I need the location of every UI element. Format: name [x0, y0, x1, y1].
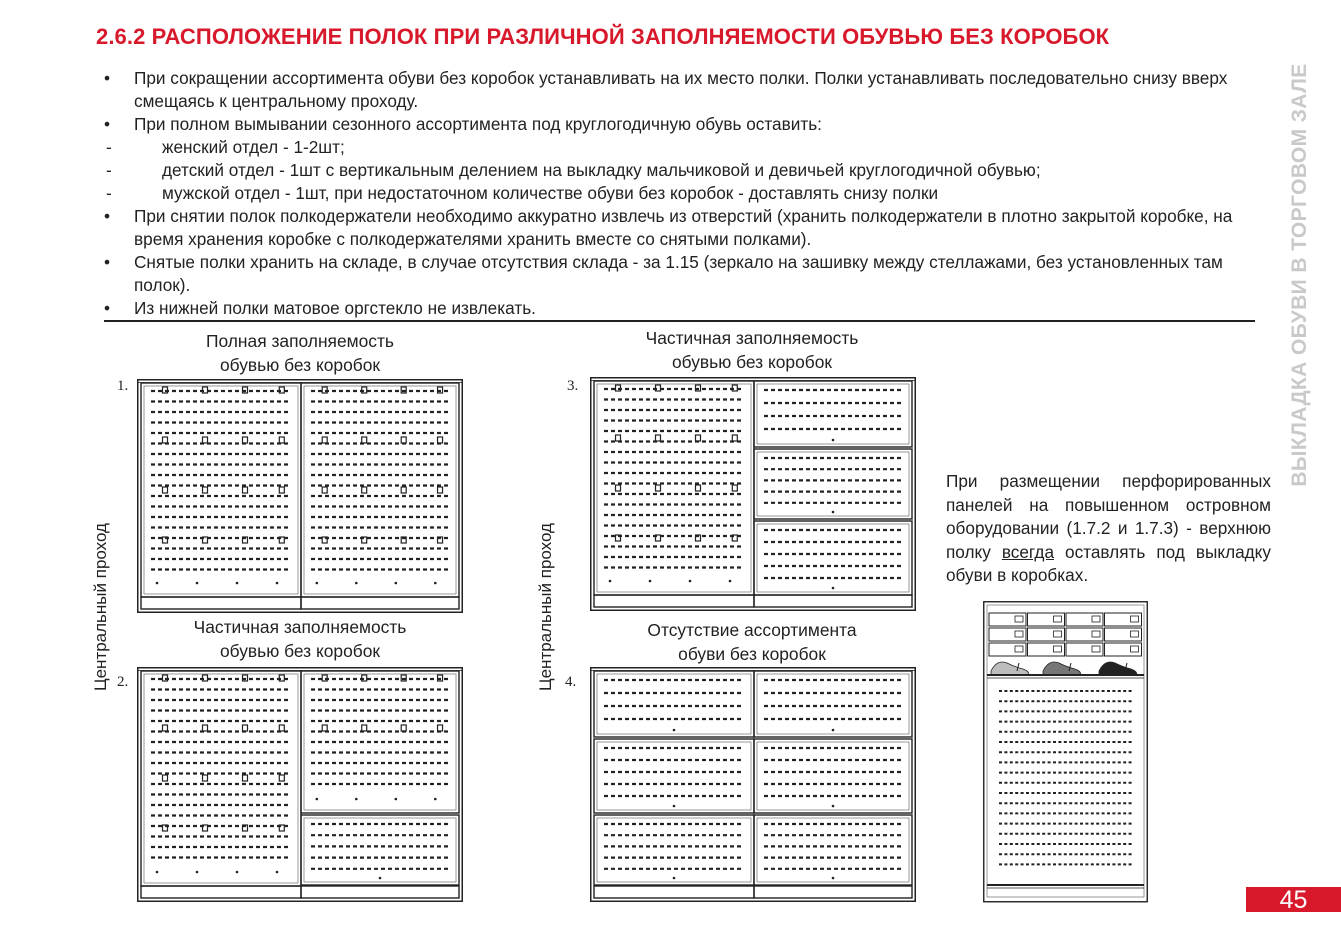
- shelf-inner-edge: [597, 742, 751, 810]
- shelf-hook-icon: [163, 725, 168, 731]
- shelf-hook-icon: [163, 437, 168, 443]
- base-plinth: [141, 886, 301, 898]
- hole-dot: [609, 580, 612, 583]
- shoe-icon: [1043, 662, 1081, 675]
- bullet-marker: •: [104, 298, 111, 318]
- hole-dot: [832, 587, 835, 590]
- shelf-block: [754, 449, 912, 519]
- side-title: ВЫКЛАДКА ОБУВИ В ТОРГОВОМ ЗАЛЕ: [1288, 63, 1311, 487]
- bullet-text: При полном вымывании сезонного ассортимента под круглогодичную обувь оставить:: [134, 114, 822, 134]
- shoe-box: [989, 643, 1026, 656]
- shelf-hook-icon: [163, 775, 168, 781]
- bullet-text: При снятии полок полкодержатели необходимо аккуратно извлечь из отверстий (хранить полкодержатели в плотно закрытой коробке, на время хранения коробке с полкодержателями хранить вместе со снятыми полками).: [134, 206, 1233, 249]
- bullet-item: [104, 113, 1255, 136]
- dash-item: [104, 136, 1255, 159]
- shelf-block: [754, 739, 912, 813]
- bullet-item: [104, 251, 1255, 297]
- shelf-hook-icon: [656, 435, 661, 441]
- diagram-number-1: 1.: [117, 378, 129, 394]
- shelf-hook-icon: [203, 725, 208, 731]
- shelf-block: [301, 815, 459, 885]
- shelf-hook-icon: [279, 437, 284, 443]
- bullet-marker: •: [104, 252, 111, 272]
- shelf-diagram-1: [137, 379, 463, 613]
- perforation-rows: [604, 389, 744, 568]
- shoe-box: [1028, 628, 1065, 641]
- caption-line-2: обувью без коробок: [671, 351, 833, 372]
- perforated-panel: [301, 671, 459, 813]
- shelf-block: [594, 739, 754, 813]
- hole-dot: [832, 729, 835, 732]
- caption-diagram-4: [602, 619, 902, 666]
- hole-dot: [236, 871, 239, 874]
- bullet-marker: •: [104, 206, 111, 226]
- diagram-number-4: 4.: [565, 674, 577, 690]
- central-aisle-label-left: Центральный проход: [91, 523, 110, 691]
- shelf-hook-icon: [732, 435, 737, 441]
- dot-markers: [316, 798, 437, 801]
- hole-dot: [379, 877, 382, 880]
- caption-line-2: обувью без коробок: [219, 354, 381, 375]
- shelf-hook-icon: [616, 435, 621, 441]
- shelf-hook-icon: [243, 775, 248, 781]
- shelf-inner-edge: [757, 452, 909, 516]
- shelf-hook-icon: [616, 485, 621, 491]
- hole-dot: [729, 580, 732, 583]
- shelf-inner-edge: [597, 818, 751, 882]
- bullet-marker: •: [104, 68, 111, 88]
- perforated-panel: [594, 381, 754, 595]
- bullet-item: [104, 297, 1255, 320]
- dash-marker: -: [106, 183, 112, 203]
- hole-dot: [316, 798, 319, 801]
- island-note: [946, 470, 1271, 588]
- perforation-rows: [151, 679, 291, 858]
- base-plinth: [141, 597, 301, 609]
- shelf-hook-icon: [279, 775, 284, 781]
- shelf-hook-icon: [438, 725, 443, 731]
- shelf-block: [754, 521, 912, 595]
- shelf-hook-icon: [401, 487, 406, 493]
- dot-markers: [609, 580, 732, 583]
- central-aisle-label-right: Центральный проход: [536, 523, 555, 691]
- caption-line-1: Частичная заполняемость: [645, 328, 859, 348]
- note-emphasis: всегда: [1001, 541, 1055, 562]
- hole-dot: [673, 877, 676, 880]
- hole-dot: [316, 582, 319, 585]
- shelf-block: [754, 381, 912, 447]
- hole-dot: [196, 582, 199, 585]
- hole-dot: [395, 582, 398, 585]
- shoe-icon: [991, 662, 1029, 675]
- perforated-panel: [141, 671, 301, 886]
- shelf-diagram-3: [590, 377, 916, 611]
- shoe-box: [1105, 643, 1142, 656]
- bullet-marker: •: [104, 114, 111, 134]
- shelf-inner-edge: [304, 818, 456, 882]
- shelf-inner-edge: [757, 742, 909, 810]
- shelf-diagram-2: [137, 667, 463, 902]
- caption-line-2: обуви без коробок: [678, 643, 826, 664]
- shelf-hook-icon: [696, 435, 701, 441]
- dash-item: [104, 159, 1255, 182]
- shelf-hook-icon: [243, 725, 248, 731]
- hole-dot: [673, 729, 676, 732]
- shelf-hook-icon: [243, 437, 248, 443]
- hole-dot: [832, 877, 835, 880]
- island-shelf-diagram: [983, 601, 1148, 903]
- perforation-rows: [311, 391, 449, 570]
- shelf-hook-icon: [401, 725, 406, 731]
- shelf-inner-edge: [757, 674, 909, 734]
- shelf-inner-edge: [757, 384, 909, 444]
- shoe-box: [1105, 613, 1142, 626]
- bullet-text: При сокращении ассортимента обуви без коробок устанавливать на их место полки. Полки устанавливать последовательно снизу вверх смещаясь к центральному проходу.: [134, 68, 1228, 111]
- caption-line-2: обувью без коробок: [219, 640, 381, 661]
- hole-dot: [434, 798, 437, 801]
- divider-rule: [104, 320, 1255, 322]
- hole-dot: [649, 580, 652, 583]
- bullet-text: Снятые полки хранить на складе, в случае отсутствия склада - за 1.15 (зеркало на зашивку между стеллажами, без установленных там полок).: [134, 252, 1223, 295]
- base-plinth: [754, 595, 912, 607]
- caption-diagram-3: [602, 327, 902, 374]
- shelf-inner-edge: [597, 674, 751, 734]
- base-plinth: [594, 595, 754, 607]
- shoe-box: [1028, 613, 1065, 626]
- bullet-item: [104, 205, 1255, 251]
- hole-dot: [156, 582, 159, 585]
- hole-dot: [832, 439, 835, 442]
- dot-markers: [156, 871, 279, 874]
- shelf-inner-edge: [757, 524, 909, 592]
- base-plinth: [754, 886, 912, 898]
- shelf-hook-icon: [203, 437, 208, 443]
- shelf-hook-icon: [322, 725, 327, 731]
- shelf-hook-icon: [732, 485, 737, 491]
- hole-dot: [156, 871, 159, 874]
- bullet-text: женский отдел - 1-2шт;: [162, 137, 345, 157]
- shelf-hook-icon: [322, 437, 327, 443]
- caption-diagram-2: [150, 616, 450, 663]
- shoe-box: [989, 613, 1026, 626]
- shelf-hook-icon: [438, 437, 443, 443]
- base-plinth: [301, 597, 459, 609]
- shelf-hook-icon: [203, 487, 208, 493]
- shelf-hook-icon: [656, 485, 661, 491]
- hole-dot: [276, 582, 279, 585]
- hole-dot: [355, 582, 358, 585]
- bullet-text: Из нижней полки матовое оргстекло не извлекать.: [134, 298, 536, 318]
- shoe-box: [1066, 643, 1103, 656]
- hole-dot: [276, 871, 279, 874]
- perforated-panel: [301, 383, 459, 597]
- instruction-list: [104, 67, 1255, 320]
- shelf-hook-icon: [279, 487, 284, 493]
- hole-dot: [689, 580, 692, 583]
- bullet-text: детский отдел - 1шт с вертикальным делением на выкладку мальчиковой и девичьей круглогодичной обувью;: [162, 160, 1041, 180]
- hole-dot: [355, 798, 358, 801]
- dash-item: [104, 182, 1255, 205]
- caption-line-1: Частичная заполняемость: [193, 617, 407, 637]
- bullet-item: [104, 67, 1255, 113]
- hole-dot: [196, 871, 199, 874]
- section-heading: 2.6.2 РАСПОЛОЖЕНИЕ ПОЛОК ПРИ РАЗЛИЧНОЙ ЗАПОЛНЯЕМОСТИ ОБУВЬЮ БЕЗ КОРОБОК: [96, 24, 1110, 49]
- dash-marker: -: [106, 160, 112, 180]
- page-number: 45: [1246, 887, 1341, 912]
- dash-marker: -: [106, 137, 112, 157]
- shelf-hook-icon: [243, 487, 248, 493]
- shelf-block: [754, 671, 912, 737]
- caption-diagram-1: [150, 330, 450, 377]
- dot-markers: [316, 582, 437, 585]
- perforation-rows: [151, 391, 291, 570]
- shelf-block: [594, 815, 754, 885]
- shelf-block: [754, 815, 912, 885]
- shoe-boxes: [989, 613, 1142, 656]
- base-plinth: [301, 886, 459, 898]
- hook-markers: [322, 675, 442, 731]
- hole-dot: [832, 511, 835, 514]
- shelf-hook-icon: [401, 437, 406, 443]
- perforation-rows: [999, 691, 1133, 864]
- shelf-hook-icon: [203, 775, 208, 781]
- perforated-panel: [141, 383, 301, 597]
- hole-dot: [236, 582, 239, 585]
- shelf-hook-icon: [362, 487, 367, 493]
- shelf-hook-icon: [163, 487, 168, 493]
- shelf-hook-icon: [362, 437, 367, 443]
- shoe-box: [1028, 643, 1065, 656]
- shoe-box: [1066, 613, 1103, 626]
- shelf-hook-icon: [438, 487, 443, 493]
- base-plinth: [594, 886, 754, 898]
- shelf-hook-icon: [362, 725, 367, 731]
- perforation-rows: [311, 679, 449, 784]
- shelf-hook-icon: [279, 725, 284, 731]
- caption-line-1: Полная заполняемость: [205, 331, 394, 351]
- diagram-number-2: 2.: [117, 674, 129, 690]
- shoe-box: [1105, 628, 1142, 641]
- hole-dot: [673, 805, 676, 808]
- shelf-hook-icon: [696, 485, 701, 491]
- diagram-number-3: 3.: [567, 378, 579, 394]
- hole-dot: [832, 805, 835, 808]
- hole-dot: [434, 582, 437, 585]
- caption-line-1: Отсутствие ассортимента: [647, 620, 857, 640]
- shoe-icon: [1099, 662, 1137, 675]
- bullet-text: мужской отдел - 1шт, при недостаточном количестве обуви без коробок - доставлять снизу полки: [162, 183, 939, 203]
- shoe-box: [989, 628, 1026, 641]
- shelf-inner-edge: [757, 818, 909, 882]
- dot-markers: [156, 582, 279, 585]
- note-text-before: При размещении перфорированных панелей на повышенном островном оборудовании (1.7.2 и 1.7.3) - верхнюю полку: [946, 471, 1271, 562]
- shoe-box: [1066, 628, 1103, 641]
- hole-dot: [395, 798, 398, 801]
- shelf-diagram-4: [590, 667, 916, 902]
- note-text-after: оставлять под выкладку обуви в коробках.: [946, 541, 1271, 585]
- shelf-hook-icon: [322, 487, 327, 493]
